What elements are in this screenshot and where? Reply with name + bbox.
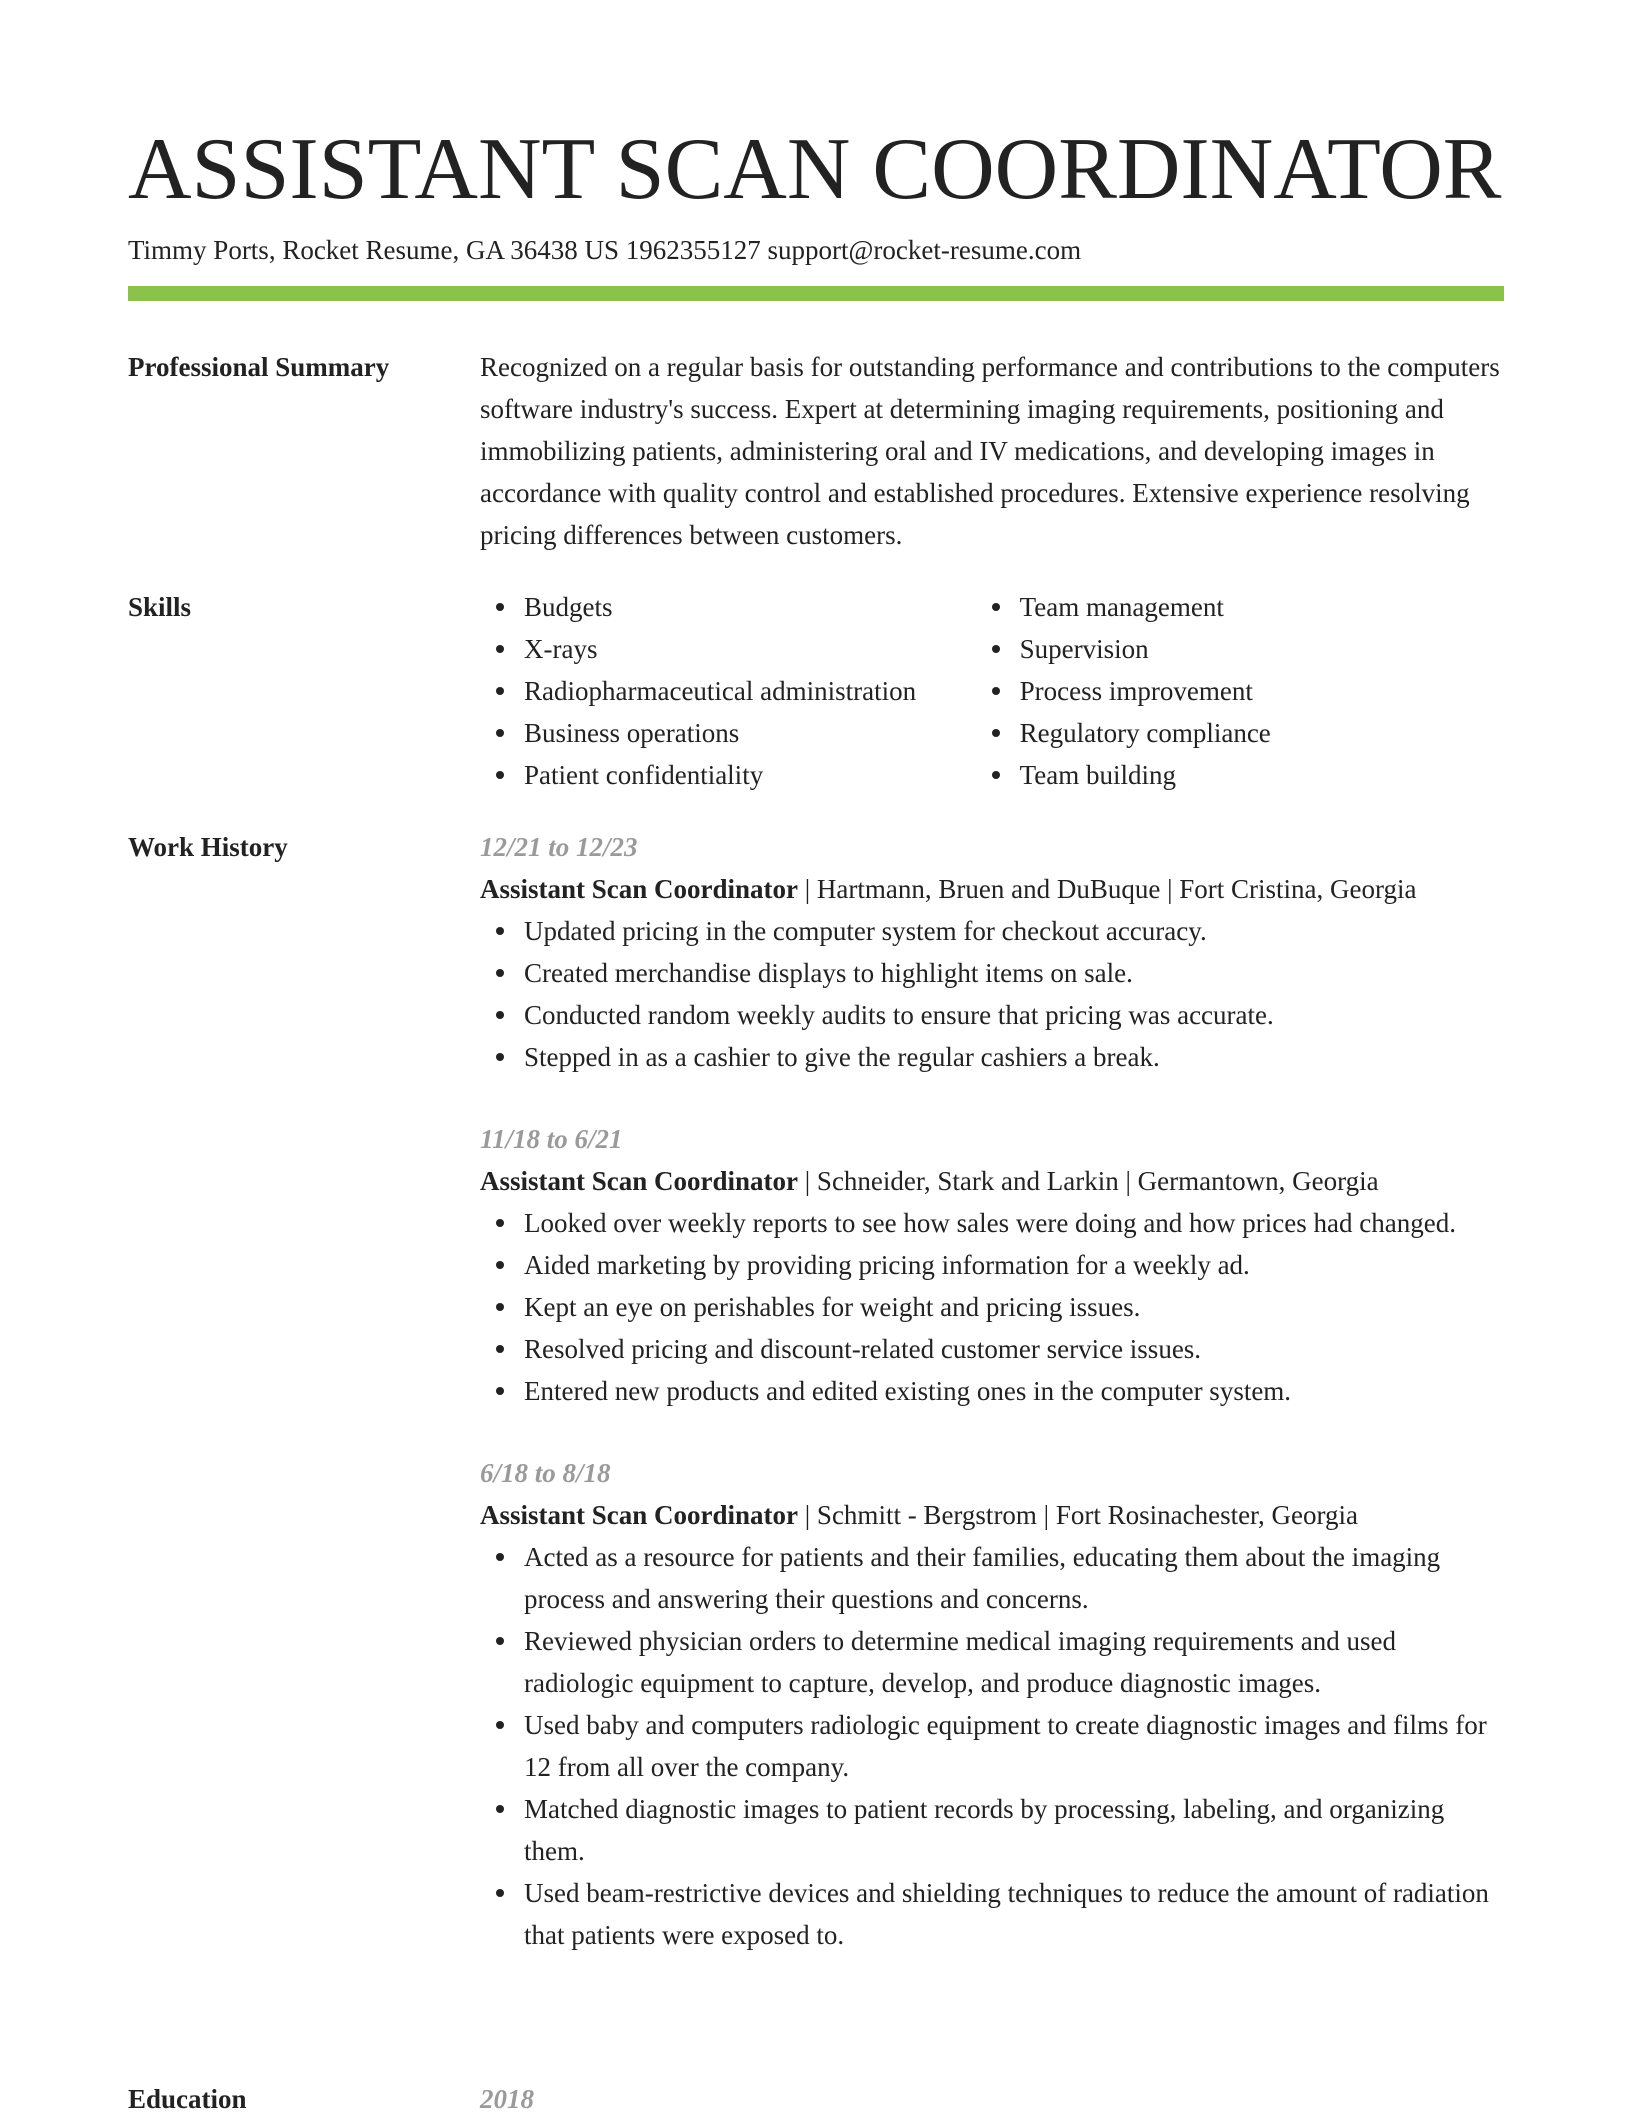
job-bullets	[480, 910, 1504, 1078]
job-company-location: | Hartmann, Bruen and DuBuque | Fort Cristina, Georgia	[798, 874, 1417, 904]
job-bullet: Created merchandise displays to highlight items on sale.	[524, 952, 1504, 994]
skill-item: Process improvement	[1020, 670, 1504, 712]
job-heading	[480, 868, 1504, 910]
skills-column-1	[480, 586, 970, 796]
education-year: 2018	[480, 2084, 534, 2114]
job-entry	[480, 826, 1504, 1078]
job-bullet: Used baby and computers radiologic equipment to create diagnostic images and films for 12 from all over the company.	[524, 1704, 1504, 1788]
job-bullets	[480, 1536, 1504, 1956]
job-bullet: Acted as a resource for patients and their families, educating them about the imaging process and answering their questions and concerns.	[524, 1536, 1504, 1620]
summary-section	[480, 346, 1504, 556]
work-history-section	[480, 826, 1504, 1956]
job-bullet: Resolved pricing and discount-related customer service issues.	[524, 1328, 1504, 1370]
section-label-work-history: Work History	[128, 832, 288, 862]
job-title: Assistant Scan Coordinator	[480, 1166, 799, 1196]
job-bullet: Conducted random weekly audits to ensure that pricing was accurate.	[524, 994, 1504, 1036]
skill-item: Patient confidentiality	[524, 754, 970, 796]
summary-text: Recognized on a regular basis for outstanding performance and contributions to the computers software industry's success. Expert at determining imaging requirements, positioning and immobilizing patients, administering oral and IV medications, and developing images in accordance with quality control and established procedures. Extensive experience resolving pricing differences between customers.	[480, 352, 1500, 550]
education-section	[480, 2078, 1504, 2120]
section-label-summary: Professional Summary	[128, 352, 390, 382]
job-company-location: | Schneider, Stark and Larkin | Germantown, Georgia	[798, 1166, 1379, 1196]
resume-title: ASSISTANT SCAN COORDINATOR	[128, 121, 1502, 218]
job-heading	[480, 1160, 1504, 1202]
job-title: Assistant Scan Coordinator	[480, 874, 799, 904]
job-bullet: Matched diagnostic images to patient records by processing, labeling, and organizing them.	[524, 1788, 1504, 1872]
job-bullet: Kept an eye on perishables for weight and pricing issues.	[524, 1286, 1504, 1328]
job-bullets	[480, 1202, 1504, 1412]
job-bullet: Reviewed physician orders to determine medical imaging requirements and used radiologic equipment to capture, develop, and produce diagnostic images.	[524, 1620, 1504, 1704]
job-dates: 11/18 to 6/21	[480, 1124, 623, 1154]
skill-item: Budgets	[524, 586, 970, 628]
skills-column-2	[970, 586, 1504, 796]
section-label-skills: Skills	[128, 592, 192, 622]
job-bullet: Updated pricing in the computer system for checkout accuracy.	[524, 910, 1504, 952]
skill-item: Regulatory compliance	[1020, 712, 1504, 754]
skill-item: Business operations	[524, 712, 970, 754]
job-bullet: Looked over weekly reports to see how sales were doing and how prices had changed.	[524, 1202, 1504, 1244]
header-divider	[128, 286, 1504, 301]
job-bullet: Stepped in as a cashier to give the regular cashiers a break.	[524, 1036, 1504, 1078]
job-entry	[480, 1118, 1504, 1412]
job-bullet: Entered new products and edited existing ones in the computer system.	[524, 1370, 1504, 1412]
job-heading	[480, 1494, 1504, 1536]
skill-item: Radiopharmaceutical administration	[524, 670, 970, 712]
job-bullet: Aided marketing by providing pricing information for a weekly ad.	[524, 1244, 1504, 1286]
section-label-education: Education	[128, 2084, 247, 2114]
skills-section	[480, 586, 1504, 796]
job-dates: 12/21 to 12/23	[480, 832, 638, 862]
skill-item: Team management	[1020, 586, 1504, 628]
job-title: Assistant Scan Coordinator	[480, 1500, 799, 1530]
skill-item: X-rays	[524, 628, 970, 670]
skill-item: Team building	[1020, 754, 1504, 796]
job-bullet: Used beam-restrictive devices and shielding techniques to reduce the amount of radiation that patients were exposed to.	[524, 1872, 1504, 1956]
skill-item: Supervision	[1020, 628, 1504, 670]
job-dates: 6/18 to 8/18	[480, 1458, 611, 1488]
job-entry	[480, 1452, 1504, 1956]
job-company-location: | Schmitt - Bergstrom | Fort Rosinachester, Georgia	[798, 1500, 1358, 1530]
contact-line: Timmy Ports, Rocket Resume, GA 36438 US 1962355127 support@rocket-resume.com	[128, 235, 1082, 265]
